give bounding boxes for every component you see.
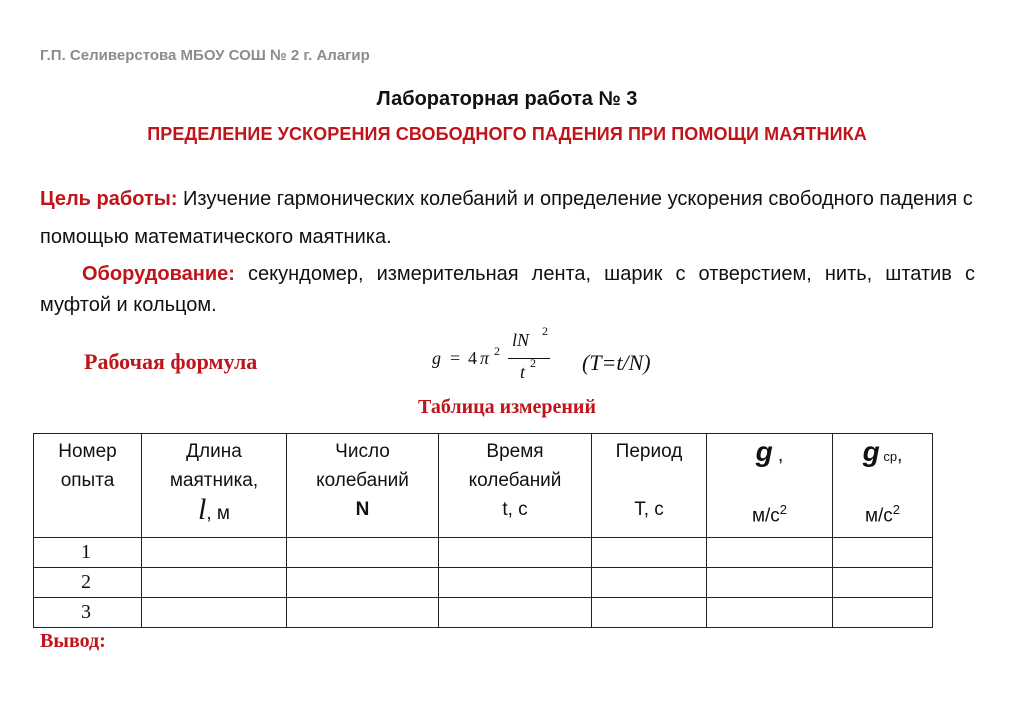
goal-text: Изучение гармонических колебаний и определение ускорения свободного падения с помощью математического маятника.: [40, 188, 973, 248]
header-oscillation-count: [287, 434, 439, 538]
table-cell: [287, 568, 439, 598]
table-cell: [439, 598, 592, 628]
header-text: маятника,: [169, 470, 259, 491]
table-cell: [833, 598, 933, 628]
header-text: Период: [615, 441, 683, 462]
table-cell: [439, 538, 592, 568]
gravity-avg-unit-exponent: 2: [892, 502, 901, 517]
header-text: колебаний: [316, 470, 409, 491]
header-period: [592, 434, 707, 538]
formula-numerator-exponent: 2: [542, 324, 548, 338]
table-cell: [142, 568, 287, 598]
equipment-label: Оборудование:: [82, 263, 235, 285]
gravity-avg-unit: м/с: [864, 505, 893, 527]
gravity-avg-unit-line: [833, 495, 932, 530]
formula-fraction-bar: [508, 358, 550, 359]
header-gravity: [707, 434, 833, 538]
count-symbol: N: [355, 499, 370, 520]
formula-pi-exponent: 2: [494, 344, 500, 358]
header-pendulum-length: [142, 434, 287, 538]
equipment-paragraph: [40, 259, 975, 321]
equipment-text: секундомер, измерительная лента, шарик с отверстием, нить, штатив с муфтой и кольцом.: [40, 263, 975, 316]
table-cell: [592, 538, 707, 568]
table-cell: [142, 598, 287, 628]
table-row: [34, 568, 933, 598]
formula-denominator: t: [520, 362, 526, 382]
header-text: Номер: [58, 441, 117, 462]
table-cell: [142, 538, 287, 568]
gravity-avg-comma: ,: [897, 445, 903, 466]
table-title: Таблица измерений: [418, 396, 596, 418]
header-line: [707, 437, 832, 471]
table-row: [34, 598, 933, 628]
header-text: колебаний: [468, 470, 562, 491]
gravity-comma: ,: [772, 445, 784, 466]
table-cell: [592, 598, 707, 628]
formula-denominator-exponent: 2: [530, 356, 536, 370]
formula-g: g: [432, 348, 441, 368]
formula-equals: =: [450, 348, 461, 368]
header-oscillation-time: [439, 434, 592, 538]
gravity-symbol: g: [755, 436, 773, 467]
gravity-unit-line: [707, 495, 832, 530]
period-unit: T, с: [634, 499, 664, 520]
formula-label: Рабочая формула: [84, 349, 258, 374]
header-line: [833, 437, 932, 471]
table-cell: [439, 568, 592, 598]
gravity-unit: м/с: [751, 505, 780, 527]
header-text: опыта: [60, 470, 115, 491]
length-symbol: l: [198, 493, 207, 526]
table-cell: [707, 568, 833, 598]
time-unit: t, с: [502, 499, 528, 520]
row-number: 3: [34, 598, 142, 628]
row-number: 2: [34, 568, 142, 598]
formula-numerator: lN: [512, 330, 530, 350]
header-unit: [142, 495, 286, 528]
lab-title: Лабораторная работа № 3: [376, 88, 638, 110]
header-spacer: [707, 471, 832, 495]
header-text: Длина: [186, 441, 242, 462]
goal-paragraph: [40, 180, 980, 256]
table-header-row: [34, 434, 933, 538]
table-cell: [592, 568, 707, 598]
table-cell: [707, 598, 833, 628]
formula-period-relation: (T=t/N): [582, 350, 651, 375]
header-spacer: [833, 471, 932, 495]
header-experiment-number: [34, 434, 142, 538]
formula-coefficient: 4: [468, 348, 477, 368]
gravity-avg-symbol: g: [862, 436, 880, 467]
gravity-unit-exponent: 2: [779, 502, 788, 517]
conclusion-label: Вывод:: [40, 630, 106, 652]
gravity-avg-subscript: ср: [879, 449, 898, 464]
table-cell: [287, 538, 439, 568]
length-unit: , м: [206, 503, 230, 524]
header-text: Число: [335, 441, 390, 462]
table-cell: [833, 568, 933, 598]
header-gravity-average: [833, 434, 933, 538]
table-cell: [833, 538, 933, 568]
author-line: Г.П. Селиверстова МБОУ СОШ № 2 г. Алагир: [40, 47, 370, 64]
goal-label: Цель работы:: [40, 188, 178, 210]
table-cell: [707, 538, 833, 568]
table-row: [34, 538, 933, 568]
header-spacer: [592, 466, 706, 495]
lab-subtitle: ПРЕДЕЛЕНИЕ УСКОРЕНИЯ СВОБОДНОГО ПАДЕНИЯ ПРИ ПОМОЩИ МАЯТНИКА: [147, 124, 867, 144]
measurements-table: [33, 433, 933, 628]
row-number: 1: [34, 538, 142, 568]
formula-pi: π: [480, 348, 490, 368]
table-cell: [287, 598, 439, 628]
header-text: Время: [486, 441, 544, 462]
